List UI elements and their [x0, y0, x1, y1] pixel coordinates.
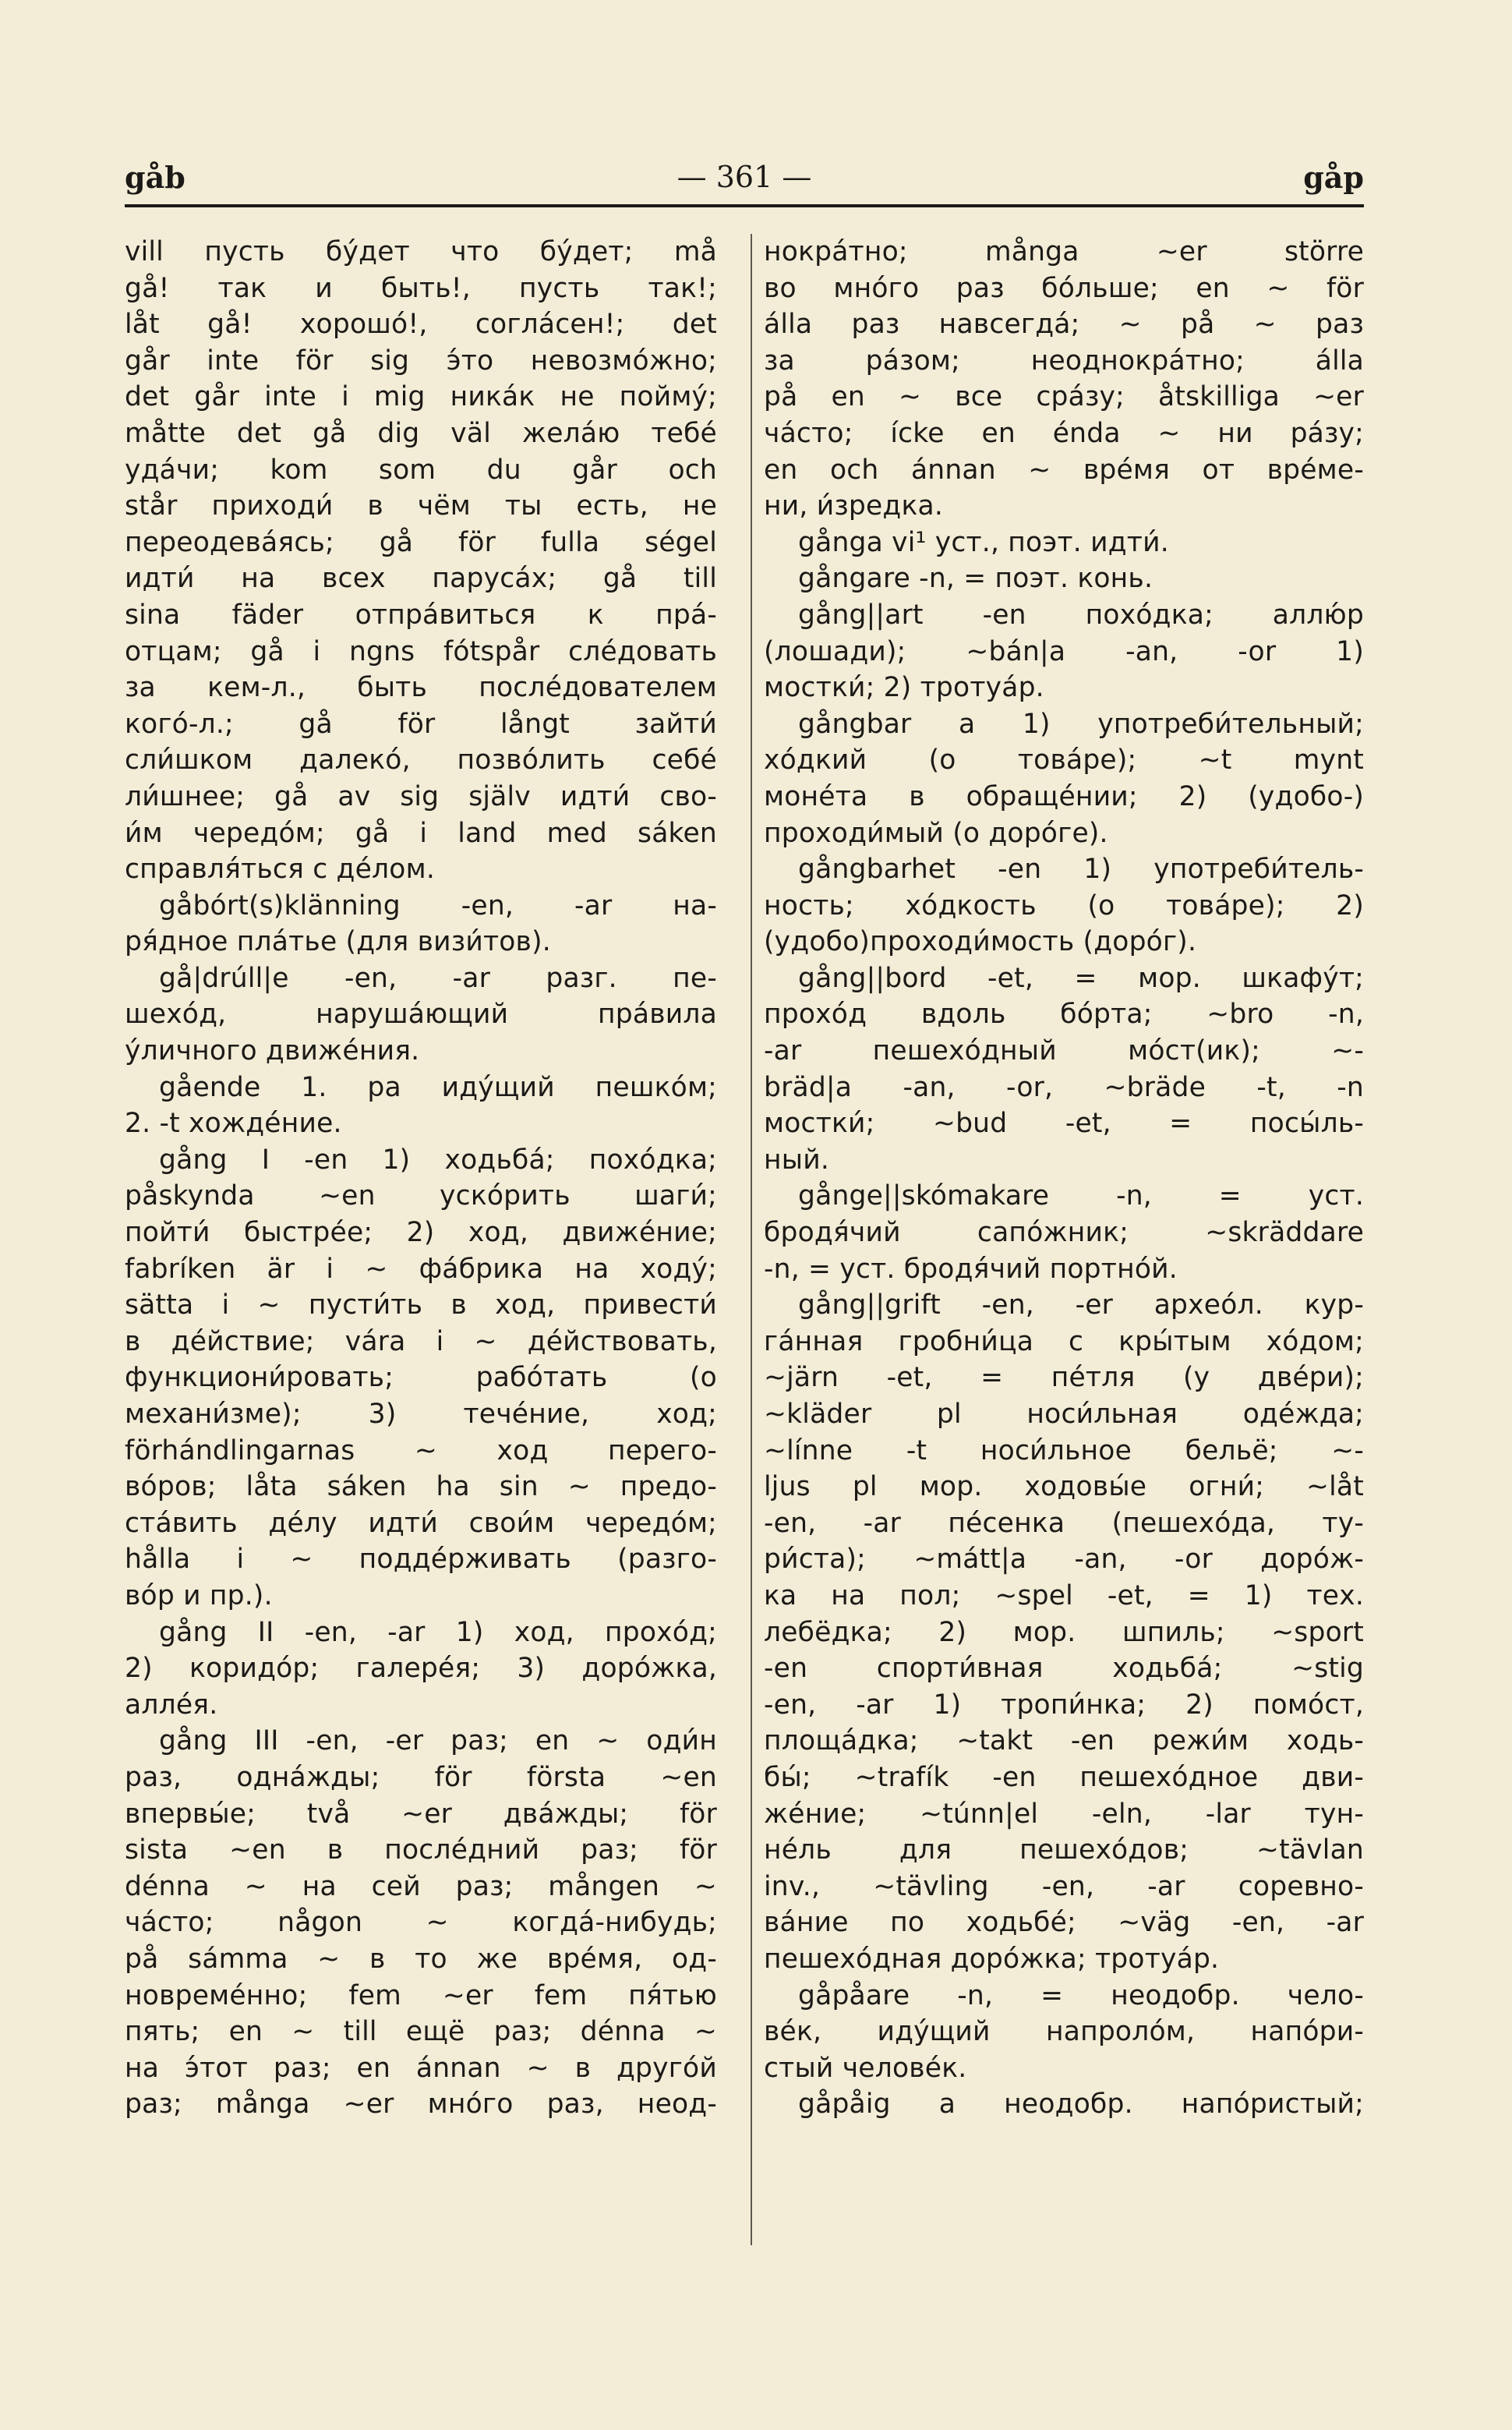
dictionary-line: сли́шком далеко́, позво́лить себе́: [125, 745, 717, 776]
dictionary-line: gångbar a 1) употреби́тельный;: [798, 708, 1364, 740]
dictionary-line: hålla i ~ подде́рживать (разго-: [125, 1544, 717, 1576]
dictionary-line: идти́ на всех паруса́х; gå till: [125, 563, 717, 595]
dictionary-line: отцам; gå i ngns fótspår сле́довать: [125, 635, 717, 667]
dictionary-line: лебёдка; 2) мор. шпиль; ~sport: [764, 1616, 1364, 1648]
dictionary-line: мостки́; 2) тротуа́р.: [764, 672, 1044, 704]
dictionary-line: gång III -en, -er раз; en ~ оди́н: [159, 1725, 717, 1757]
dictionary-line: påskynda ~en уско́рить шаги́;: [125, 1180, 717, 1212]
dictionary-line: vill пусть бу́дет что бу́дет; må: [125, 236, 717, 267]
left-guide-word: gåb: [125, 160, 185, 195]
dictionary-line: не́ль для пешехо́дов; ~tävlan: [764, 1834, 1364, 1866]
dictionary-line: gång I -en 1) ходьба́; похо́дка;: [159, 1144, 717, 1176]
dictionary-line: во мно́го раз бо́льше; en ~ för: [764, 272, 1364, 304]
dictionary-line: ни, и́зредка.: [764, 490, 944, 522]
dictionary-line: прохо́д вдоль бо́рта; ~bro -n,: [764, 999, 1364, 1031]
dictionary-line: в де́йствие; vára i ~ де́йствовать,: [125, 1325, 717, 1357]
dictionary-line: новреме́нно; fem ~er fem пя́тью: [125, 1979, 717, 2011]
dictionary-line: gånge||skómakare -n, = уст.: [798, 1180, 1364, 1212]
dictionary-line: ва́ние по ходьбе́; ~väg -en, -ar: [764, 1907, 1364, 1939]
dictionary-line: нокра́тно; många ~er större: [764, 236, 1364, 267]
dictionary-line: во́р и пр.).: [125, 1579, 273, 1611]
dictionary-line: за ра́зом; неоднокра́тно; álla: [764, 345, 1364, 377]
running-header: [125, 160, 1364, 207]
dictionary-line: (удобо)проходи́мость (доро́г).: [764, 926, 1197, 958]
dictionary-line: álla раз навсегда́; ~ på ~ раз: [764, 309, 1364, 341]
column-divider: [751, 234, 752, 2245]
dictionary-line: gående 1. pa иду́щий пешко́м;: [159, 1071, 717, 1103]
dictionary-line: -en, -ar 1) тропи́нка; 2) помо́ст,: [764, 1689, 1364, 1721]
right-column: [764, 234, 1364, 2123]
dictionary-line: måtte det gå dig väl жела́ю тебе́: [125, 417, 717, 449]
dictionary-line: det går inte i mig ника́к не пойму́;: [125, 381, 717, 413]
dictionary-line: gåpåig a неодобр. напо́ристый;: [798, 2089, 1364, 2121]
dictionary-line: ча́сто; ícke en énda ~ ни ра́зу;: [764, 417, 1364, 449]
dictionary-line: ~järn -et, = пе́тля (у две́ри);: [764, 1362, 1364, 1394]
dictionary-line: bräd|a -an, -or, ~bräde -t, -n: [764, 1071, 1364, 1103]
dictionary-line: 2) коридо́р; галере́я; 3) доро́жка,: [125, 1653, 717, 1685]
left-column: [125, 234, 717, 2123]
page-number: — 361 —: [677, 160, 812, 194]
dictionary-line: gåbórt(s)klänning -en, -ar на-: [159, 890, 717, 921]
dictionary-line: en och ánnan ~ вре́мя от вре́ме-: [764, 454, 1364, 486]
header-rule: [125, 204, 1364, 207]
dictionary-line: и́м чередо́м; gå i land med sáken: [125, 817, 717, 849]
dictionary-line: на э́тот раз; en ánnan ~ в друго́й: [125, 2052, 717, 2084]
dictionary-line: går inte för sig э́то невозмо́жно;: [125, 345, 717, 377]
dictionary-line: på en ~ все сра́зу; åtskilliga ~er: [764, 381, 1364, 413]
dictionary-line: во́ров; låta sáken ha sin ~ предо-: [125, 1471, 717, 1503]
dictionary-line: sätta i ~ пусти́ть в ход, привести́: [125, 1289, 717, 1321]
dictionary-line: пешехо́дная доро́жка; тротуа́р.: [764, 1943, 1220, 1975]
dictionary-line: справля́ться с де́лом.: [125, 854, 435, 886]
dictionary-line: sista ~en в после́дний раз; för: [125, 1834, 717, 1866]
dictionary-line: gångbarhet -en 1) употреби́тель-: [798, 854, 1364, 886]
dictionary-line: står приходи́ в чём ты есть, не: [125, 490, 717, 522]
dictionary-line: переодева́ясь; gå för fulla ségel: [125, 526, 717, 558]
dictionary-line: låt gå! хорошо́!, согла́сен!; det: [125, 309, 717, 341]
dictionary-line: gångare -n, = поэт. конь.: [798, 563, 1153, 595]
dictionary-line: på sámma ~ в то же вре́мя, од-: [125, 1943, 717, 1975]
dictionary-line: проходи́мый (о доро́ге).: [764, 817, 1108, 849]
dictionary-line: gång||bord -et, = мор. шкафу́т;: [798, 962, 1364, 994]
dictionary-line: механи́зме); 3) тече́ние, ход;: [125, 1399, 717, 1430]
dictionary-line: кого́-л.; gå för långt зайти́: [125, 708, 717, 740]
dictionary-line: стый челове́к.: [764, 2052, 967, 2084]
dictionary-line: dénna ~ на сей раз; mången ~: [125, 1870, 717, 1902]
dictionary-line: gå! так и быть!, пусть так!;: [125, 272, 717, 304]
dictionary-line: -en, -ar пе́сенка (пешехо́да, ту-: [764, 1507, 1364, 1539]
dictionary-line: 2. -t хожде́ние.: [125, 1108, 342, 1140]
dictionary-line: ный.: [764, 1144, 829, 1176]
dictionary-line: -ar пешехо́дный мо́ст(ик); ~-: [764, 1035, 1364, 1067]
dictionary-line: хо́дкий (о това́ре); ~t mynt: [764, 745, 1364, 776]
dictionary-line: впервы́е; två ~er два́жды; för: [125, 1798, 717, 1830]
dictionary-line: ~kläder pl носи́льная оде́жда;: [764, 1399, 1364, 1430]
right-guide-word: gåp: [1303, 160, 1364, 195]
dictionary-line: бы́; ~trafík -en пешехо́дное дви-: [764, 1761, 1364, 1793]
dictionary-line: -n, = уст. бродя́чий портно́й.: [764, 1253, 1178, 1285]
dictionary-line: inv., ~tävling -en, -ar соревно-: [764, 1870, 1364, 1902]
dictionary-line: за кем-л., быть после́дователем: [125, 672, 717, 704]
dictionary-line: gå|drúll|e -en, -ar разг. пе-: [159, 962, 717, 994]
dictionary-line: ка на пол; ~spel -et, = 1) тех.: [764, 1579, 1364, 1611]
dictionary-line: функциони́ровать; рабо́тать (о: [125, 1362, 717, 1394]
dictionary-line: ве́к, иду́щий напроло́м, напо́ри-: [764, 2016, 1364, 2048]
dictionary-line: ста́вить де́лу идти́ свои́м чередо́м;: [125, 1507, 717, 1539]
dictionary-line: уда́чи; kom som du går och: [125, 454, 717, 486]
dictionary-line: у́личного движе́ния.: [125, 1035, 420, 1067]
dictionary-line: förhándlingarnas ~ ход перего-: [125, 1434, 717, 1466]
dictionary-line: шехо́д, наруша́ющий пра́вила: [125, 999, 717, 1031]
dictionary-line: ри́ста); ~mátt|a -an, -or доро́ж-: [764, 1544, 1364, 1576]
dictionary-line: (лошади); ~bán|a -an, -or 1): [764, 635, 1364, 667]
dictionary-line: пять; en ~ till ещё раз; dénna ~: [125, 2016, 717, 2048]
dictionary-line: sina fäder отпра́виться к пра́-: [125, 599, 717, 631]
dictionary-line: ря́дное пла́тье (для визи́тов).: [125, 926, 551, 958]
dictionary-line: га́нная гробни́ца с кры́тым хо́дом;: [764, 1325, 1364, 1357]
dictionary-line: gång||art -en похо́дка; аллю́р: [798, 599, 1364, 631]
dictionary-line: алле́я.: [125, 1689, 218, 1721]
dictionary-line: ljus pl мор. ходовы́е огни́; ~låt: [764, 1471, 1364, 1503]
dictionary-line: gång||grift -en, -er архео́л. кур-: [798, 1289, 1364, 1321]
dictionary-line: бродя́чий сапо́жник; ~skräddare: [764, 1217, 1364, 1249]
dictionary-line: ность; хо́дкость (о това́ре); 2): [764, 890, 1364, 921]
dictionary-line: gång II -en, -ar 1) ход, прохо́д;: [159, 1616, 717, 1648]
dictionary-line: раз, одна́жды; för första ~en: [125, 1761, 717, 1793]
dictionary-line: ча́сто; någon ~ когда́-нибудь;: [125, 1907, 717, 1939]
dictionary-line: мостки́; ~bud -et, = посы́ль-: [764, 1108, 1364, 1140]
dictionary-line: ~línne -t носи́льное бельё; ~-: [764, 1434, 1364, 1466]
dictionary-line: gånga vi¹ уст., поэт. идти́.: [798, 526, 1169, 558]
dictionary-line: fabríken är i ~ фа́брика на ходу́;: [125, 1253, 717, 1285]
dictionary-line: -en спорти́вная ходьба́; ~stig: [764, 1653, 1364, 1685]
dictionary-line: gåpåare -n, = неодобр. чело-: [798, 1979, 1364, 2011]
dictionary-line: площа́дка; ~takt -en режи́м ходь-: [764, 1725, 1364, 1757]
dictionary-line: же́ние; ~túnn|el -eln, -lar тун-: [764, 1798, 1364, 1830]
dictionary-line: пойти́ быстре́е; 2) ход, движе́ние;: [125, 1217, 717, 1249]
dictionary-line: моне́та в обраще́нии; 2) (удобо-): [764, 780, 1364, 812]
dictionary-line: ли́шнее; gå av sig själv идти́ сво-: [125, 780, 717, 812]
dictionary-line: раз; många ~er мно́го раз, неод-: [125, 2089, 717, 2121]
